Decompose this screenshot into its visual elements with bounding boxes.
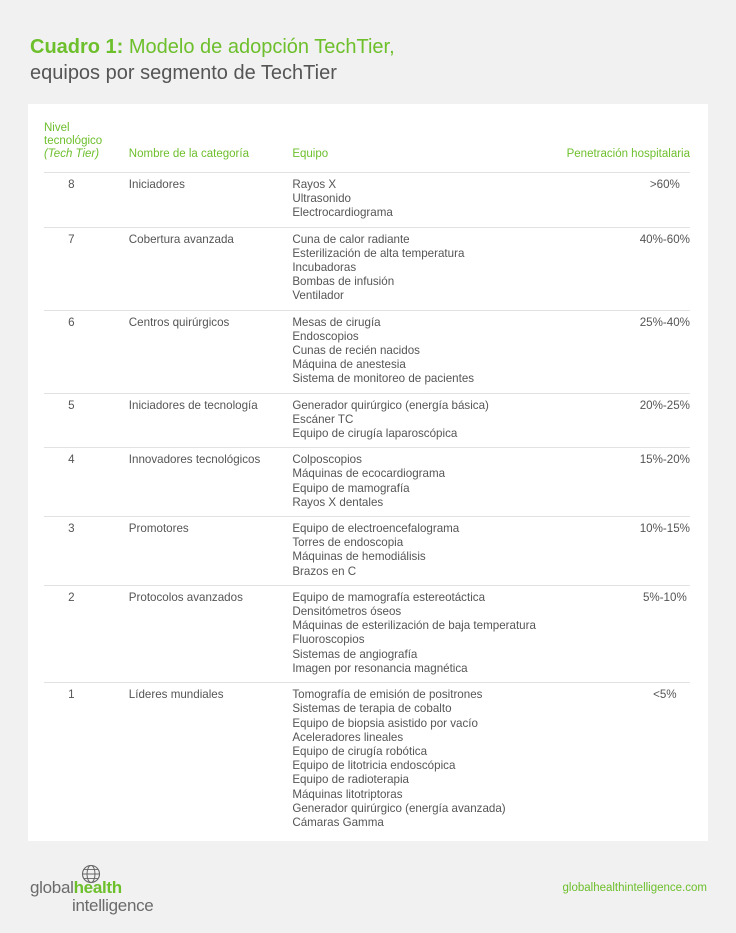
cell-equipment bbox=[292, 517, 549, 586]
cell-penetration: 5%-10% bbox=[550, 585, 690, 682]
table-row bbox=[44, 310, 690, 393]
cell-category: Iniciadores bbox=[129, 173, 293, 228]
cell-level: 7 bbox=[44, 227, 129, 310]
equipment-item: Fluoroscopios bbox=[292, 633, 365, 647]
equipment-item: Torres de endoscopia bbox=[292, 536, 404, 550]
header-penetration: Penetración hospitalaria bbox=[566, 148, 690, 160]
table-row bbox=[44, 517, 690, 586]
equipment-item: Equipo de radioterapia bbox=[292, 773, 409, 787]
table-row bbox=[44, 585, 690, 682]
equipment-item: Mesas de cirugía bbox=[292, 315, 381, 329]
cell-penetration: 20%-25% bbox=[550, 393, 690, 448]
page-subtitle: equipos por segmento de TechTier bbox=[30, 62, 337, 84]
equipment-item: Endoscopios bbox=[292, 329, 359, 343]
table-row bbox=[44, 173, 690, 228]
table-row bbox=[44, 448, 690, 517]
logo-text bbox=[30, 878, 122, 898]
equipment-item: Incubadoras bbox=[292, 261, 357, 275]
header-level bbox=[44, 122, 129, 173]
header-level-line1: Nivel bbox=[44, 122, 70, 134]
cell-level: 8 bbox=[44, 173, 129, 228]
cell-category: Protocolos avanzados bbox=[129, 585, 293, 682]
equipment-item: Sistemas de angiografía bbox=[292, 647, 418, 661]
equipment-item: Escáner TC bbox=[292, 412, 354, 426]
cell-equipment bbox=[292, 173, 549, 228]
logo-part-global: global bbox=[30, 878, 74, 897]
equipment-item: Máquinas litotriptoras bbox=[292, 787, 403, 801]
page-title bbox=[30, 34, 395, 60]
cell-equipment bbox=[292, 683, 549, 837]
equipment-item: Aceleradores lineales bbox=[292, 730, 404, 744]
cell-category: Innovadores tecnológicos bbox=[129, 448, 293, 517]
cell-equipment bbox=[292, 448, 549, 517]
equipment-item: Densitómetros óseos bbox=[292, 605, 402, 619]
equipment-item: Máquinas de hemodiálisis bbox=[292, 550, 426, 564]
equipment-item: Tomografía de emisión de positrones bbox=[292, 688, 483, 702]
logo bbox=[30, 864, 170, 916]
cell-level: 3 bbox=[44, 517, 129, 586]
equipment-item: Cuna de calor radiante bbox=[292, 232, 410, 246]
cell-category: Promotores bbox=[129, 517, 293, 586]
title-block bbox=[30, 34, 395, 86]
header-level-line2: tecnológico bbox=[44, 135, 103, 147]
equipment-item: Imagen por resonancia magnética bbox=[292, 661, 468, 675]
table-body bbox=[44, 173, 690, 837]
cell-category: Líderes mundiales bbox=[129, 683, 293, 837]
equipment-item: Equipo de cirugía laparoscópica bbox=[292, 427, 458, 441]
cell-category: Cobertura avanzada bbox=[129, 227, 293, 310]
equipment-item: Ultrasonido bbox=[292, 192, 351, 206]
equipment-item: Sistemas de terapia de cobalto bbox=[292, 702, 452, 716]
table-header-row bbox=[44, 122, 690, 173]
cell-equipment bbox=[292, 227, 549, 310]
techtier-table bbox=[44, 122, 690, 836]
cell-level: 4 bbox=[44, 448, 129, 517]
cell-level: 6 bbox=[44, 310, 129, 393]
equipment-item: Máquinas de ecocardiograma bbox=[292, 467, 446, 481]
header-equipment: Equipo bbox=[292, 148, 329, 160]
equipment-item: Cunas de recién nacidos bbox=[292, 344, 420, 358]
equipment-item: Generador quirúrgico (energía avanzada) bbox=[292, 801, 506, 815]
title-label: Cuadro 1: bbox=[30, 36, 124, 58]
equipment-item: Máquinas de esterilización de baja temperatura bbox=[292, 619, 536, 633]
cell-category: Centros quirúrgicos bbox=[129, 310, 293, 393]
equipment-item: Equipo de mamografía bbox=[292, 481, 410, 495]
header-level-line3: (Tech Tier) bbox=[44, 148, 100, 160]
equipment-item: Máquina de anestesia bbox=[292, 358, 406, 372]
table-row bbox=[44, 393, 690, 448]
equipment-item: Equipo de litotricia endoscópica bbox=[292, 759, 456, 773]
equipment-item: Bombas de infusión bbox=[292, 275, 395, 289]
cell-penetration: >60% bbox=[550, 173, 690, 228]
cell-penetration: 15%-20% bbox=[550, 448, 690, 517]
equipment-item: Cámaras Gamma bbox=[292, 815, 384, 829]
footer-url[interactable]: globalhealthintelligence.com bbox=[562, 882, 707, 894]
equipment-item: Ventilador bbox=[292, 289, 344, 303]
equipment-item: Equipo de mamografía estereotáctica bbox=[292, 590, 486, 604]
cell-level: 2 bbox=[44, 585, 129, 682]
equipment-item: Sistema de monitoreo de pacientes bbox=[292, 372, 475, 386]
equipment-item: Equipo de biopsia asistido por vacío bbox=[292, 716, 478, 730]
equipment-item: Brazos en C bbox=[292, 564, 357, 578]
cell-equipment bbox=[292, 585, 549, 682]
equipment-item: Equipo de cirugía robótica bbox=[292, 744, 428, 758]
equipment-item: Equipo de electroencefalograma bbox=[292, 522, 460, 536]
cell-penetration: 25%-40% bbox=[550, 310, 690, 393]
cell-penetration: 10%-15% bbox=[550, 517, 690, 586]
cell-level: 5 bbox=[44, 393, 129, 448]
logo-line2: intelligence bbox=[72, 896, 154, 915]
cell-category: Iniciadores de tecnología bbox=[129, 393, 293, 448]
table-row bbox=[44, 227, 690, 310]
cell-equipment bbox=[292, 393, 549, 448]
cell-penetration: 40%-60% bbox=[550, 227, 690, 310]
equipment-item: Generador quirúrgico (energía básica) bbox=[292, 398, 489, 412]
equipment-item: Rayos X bbox=[292, 178, 337, 191]
header-category: Nombre de la categoría bbox=[128, 148, 249, 160]
equipment-item: Colposcopios bbox=[292, 453, 362, 467]
cell-equipment bbox=[292, 310, 549, 393]
title-text: Modelo de adopción TechTier, bbox=[123, 36, 395, 58]
cell-level: 1 bbox=[44, 683, 129, 837]
equipment-item: Electrocardiograma bbox=[292, 206, 393, 220]
equipment-item: Esterilización de alta temperatura bbox=[292, 246, 465, 260]
cell-penetration: <5% bbox=[550, 683, 690, 837]
equipment-item: Rayos X dentales bbox=[292, 495, 384, 509]
table-row bbox=[44, 683, 690, 837]
table-card bbox=[28, 104, 708, 841]
logo-part-health: health bbox=[73, 878, 122, 897]
